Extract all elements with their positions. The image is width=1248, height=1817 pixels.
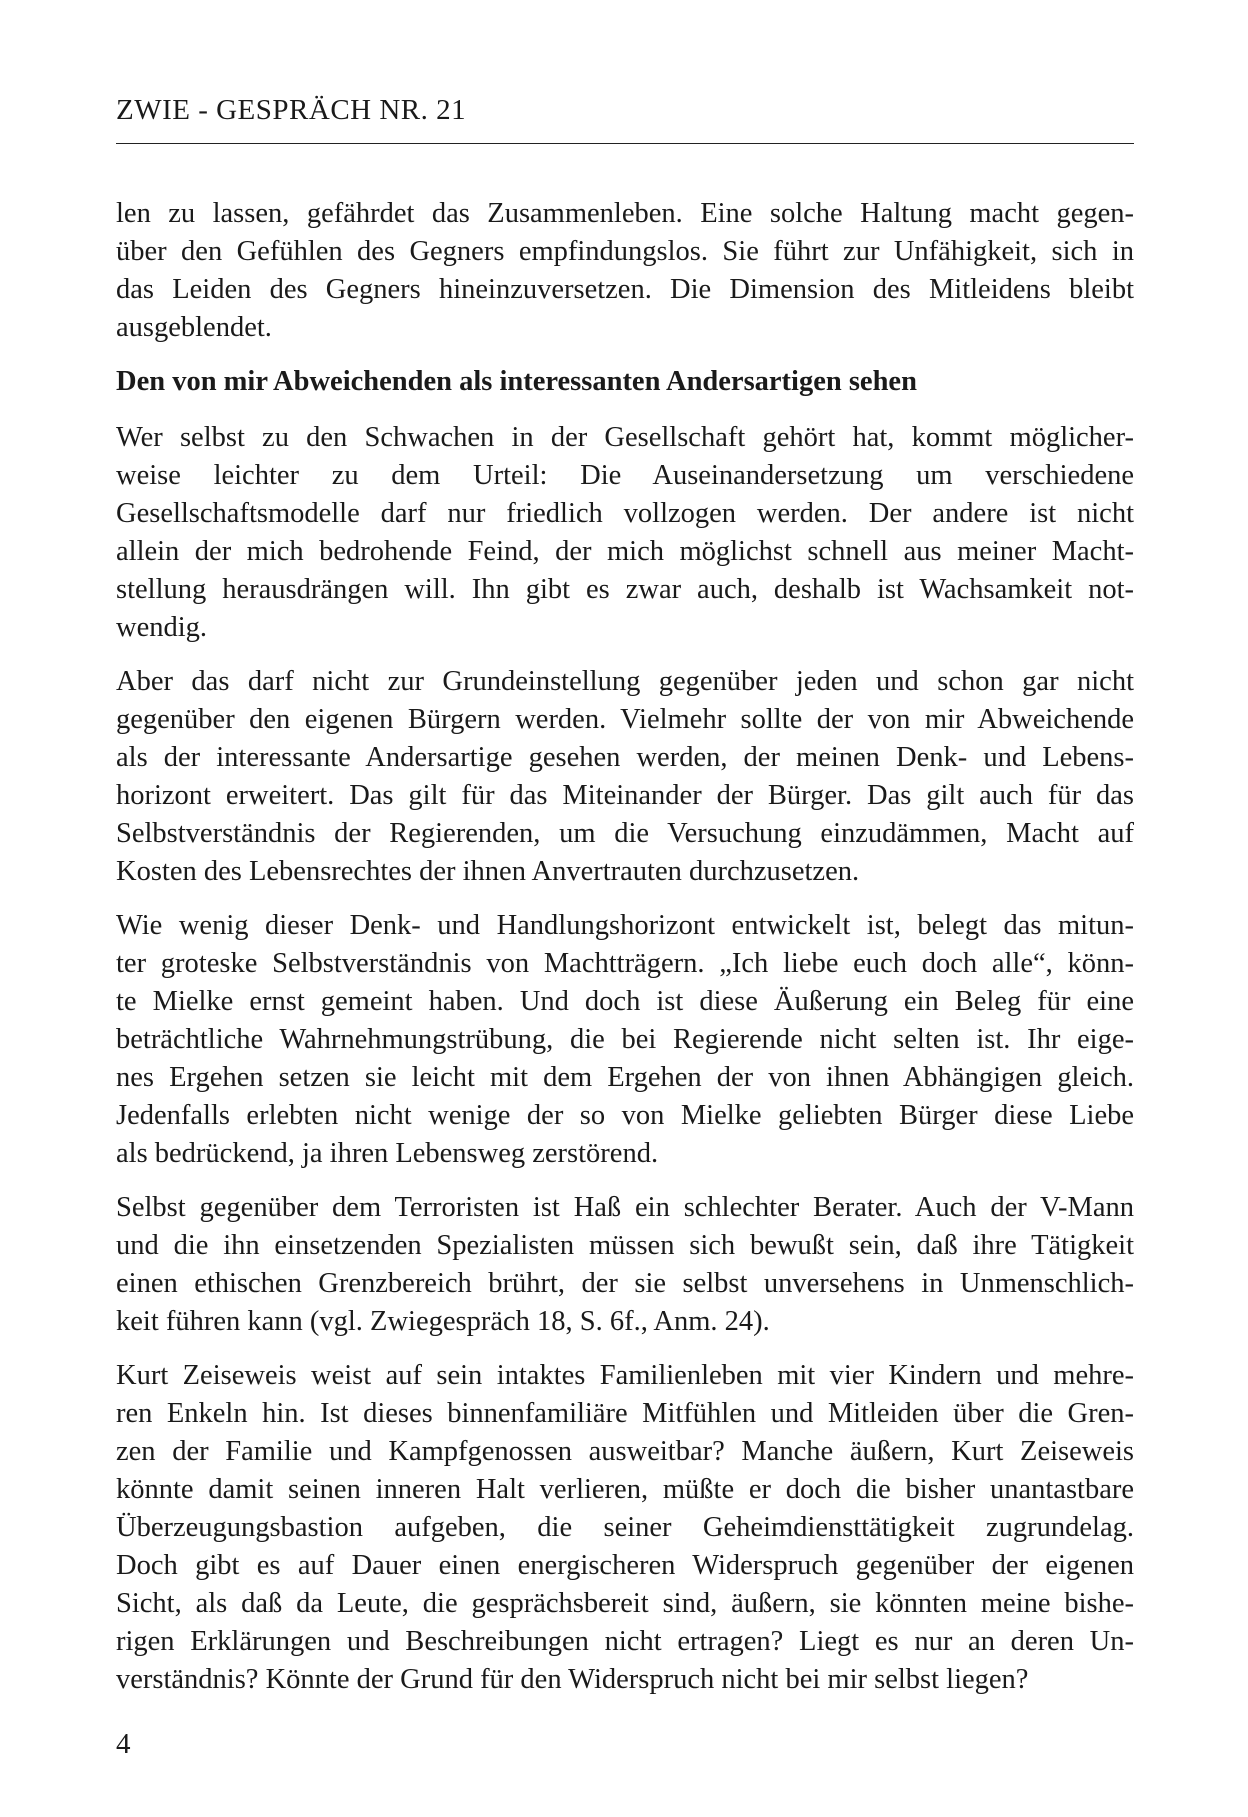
paragraph: [116, 663, 1134, 891]
text-line: Jedenfalls erlebten nicht wenige der so von Mielke geliebten Bürger diese Liebe: [116, 1100, 1134, 1131]
paragraph: [116, 419, 1134, 647]
text-line: ausgeblendet.: [116, 312, 272, 343]
paragraph: [116, 195, 1134, 347]
text-line: einen ethischen Grenzbereich brührt, der sie selbst unversehens in Unmenschlich-: [116, 1268, 1134, 1299]
text-line: allein der mich bedrohende Feind, der mich möglichst schnell aus meiner Macht-: [116, 536, 1134, 567]
running-header: ZWIE - GESPRÄCH NR. 21: [116, 94, 467, 126]
text-line: gegenüber den eigenen Bürgern werden. Vielmehr sollte der von mir Abweichende: [116, 704, 1134, 735]
paragraph: [116, 1189, 1134, 1341]
text-line: nes Ergehen setzen sie leicht mit dem Ergehen der von ihnen Abhängigen gleich.: [116, 1062, 1134, 1093]
text-line: als bedrückend, ja ihren Lebensweg zerstörend.: [116, 1138, 659, 1169]
text-line: rigen Erklärungen und Beschreibungen nicht ertragen? Liegt es nur an deren Un-: [116, 1626, 1134, 1657]
text-line: Sicht, als daß da Leute, die gesprächsbereit sind, äußern, sie könnten meine bishe-: [116, 1588, 1134, 1619]
text-line: Kurt Zeiseweis weist auf sein intaktes Familienleben mit vier Kindern und mehre-: [116, 1360, 1134, 1391]
header-rule: [116, 143, 1134, 144]
text-line: Wie wenig dieser Denk- und Handlungshorizont entwickelt ist, belegt das mitun-: [116, 910, 1134, 941]
text-line: und die ihn einsetzenden Spezialisten müssen sich bewußt sein, daß ihre Tätigkeit: [116, 1230, 1134, 1261]
text-line: das Leiden des Gegners hineinzuversetzen. Die Dimension des Mitleidens bleibt: [116, 274, 1134, 305]
paragraph: [116, 1357, 1134, 1699]
text-line: stellung herausdrängen will. Ihn gibt es zwar auch, deshalb ist Wachsamkeit not-: [116, 574, 1134, 605]
page-number: 4: [116, 1728, 131, 1760]
text-line: len zu lassen, gefährdet das Zusammenleben. Eine solche Haltung macht gegen-: [116, 198, 1134, 229]
text-line: beträchtliche Wahrnehmungstrübung, die bei Regierende nicht selten ist. Ihr eige-: [116, 1024, 1134, 1055]
text-line: als der interessante Andersartige gesehen werden, der meinen Denk- und Lebens-: [116, 742, 1134, 773]
text-line: horizont erweitert. Das gilt für das Miteinander der Bürger. Das gilt auch für das: [116, 780, 1134, 811]
text-line: wendig.: [116, 612, 208, 643]
text-line: ter groteske Selbstverständnis von Machtträgern. „Ich liebe euch doch alle“, könn-: [116, 948, 1134, 979]
text-line: verständnis? Könnte der Grund für den Widerspruch nicht bei mir selbst liegen?: [116, 1664, 1029, 1695]
text-line: Aber das darf nicht zur Grundeinstellung gegenüber jeden und schon gar nicht: [116, 666, 1134, 697]
text-line: Selbstverständnis der Regierenden, um die Versuchung einzudämmen, Macht auf: [116, 818, 1134, 849]
text-line: ren Enkeln hin. Ist dieses binnenfamiliäre Mitfühlen und Mitleiden über die Gren-: [116, 1398, 1134, 1429]
section-heading: Den von mir Abweichenden als interessanten Andersartigen sehen: [116, 366, 917, 397]
text-line: über den Gefühlen des Gegners empfindungslos. Sie führt zur Unfähigkeit, sich in: [116, 236, 1134, 267]
text-line: te Mielke ernst gemeint haben. Und doch ist diese Äußerung ein Beleg für eine: [116, 986, 1134, 1017]
text-line: Wer selbst zu den Schwachen in der Gesellschaft gehört hat, kommt möglicher-: [116, 422, 1134, 453]
body-text: [116, 195, 1134, 1715]
text-line: zen der Familie und Kampfgenossen ausweitbar? Manche äußern, Kurt Zeiseweis: [116, 1436, 1134, 1467]
text-line: keit führen kann (vgl. Zwiegespräch 18, S. 6f., Anm. 24).: [116, 1306, 770, 1337]
text-line: Selbst gegenüber dem Terroristen ist Haß ein schlechter Berater. Auch der V-Mann: [116, 1192, 1134, 1223]
text-line: weise leichter zu dem Urteil: Die Auseinandersetzung um verschiedene: [116, 460, 1134, 491]
text-line: Doch gibt es auf Dauer einen energischeren Widerspruch gegenüber der eigenen: [116, 1550, 1134, 1581]
text-line: Gesellschaftsmodelle darf nur friedlich vollzogen werden. Der andere ist nicht: [116, 498, 1134, 529]
text-line: Überzeugungsbastion aufgeben, die seiner Geheimdiensttätigkeit zugrundelag.: [116, 1512, 1134, 1543]
paragraph: [116, 907, 1134, 1173]
text-line: könnte damit seinen inneren Halt verlieren, müßte er doch die bisher unantastbare: [116, 1474, 1134, 1505]
text-line: Kosten des Lebensrechtes der ihnen Anvertrauten durchzusetzen.: [116, 856, 860, 887]
